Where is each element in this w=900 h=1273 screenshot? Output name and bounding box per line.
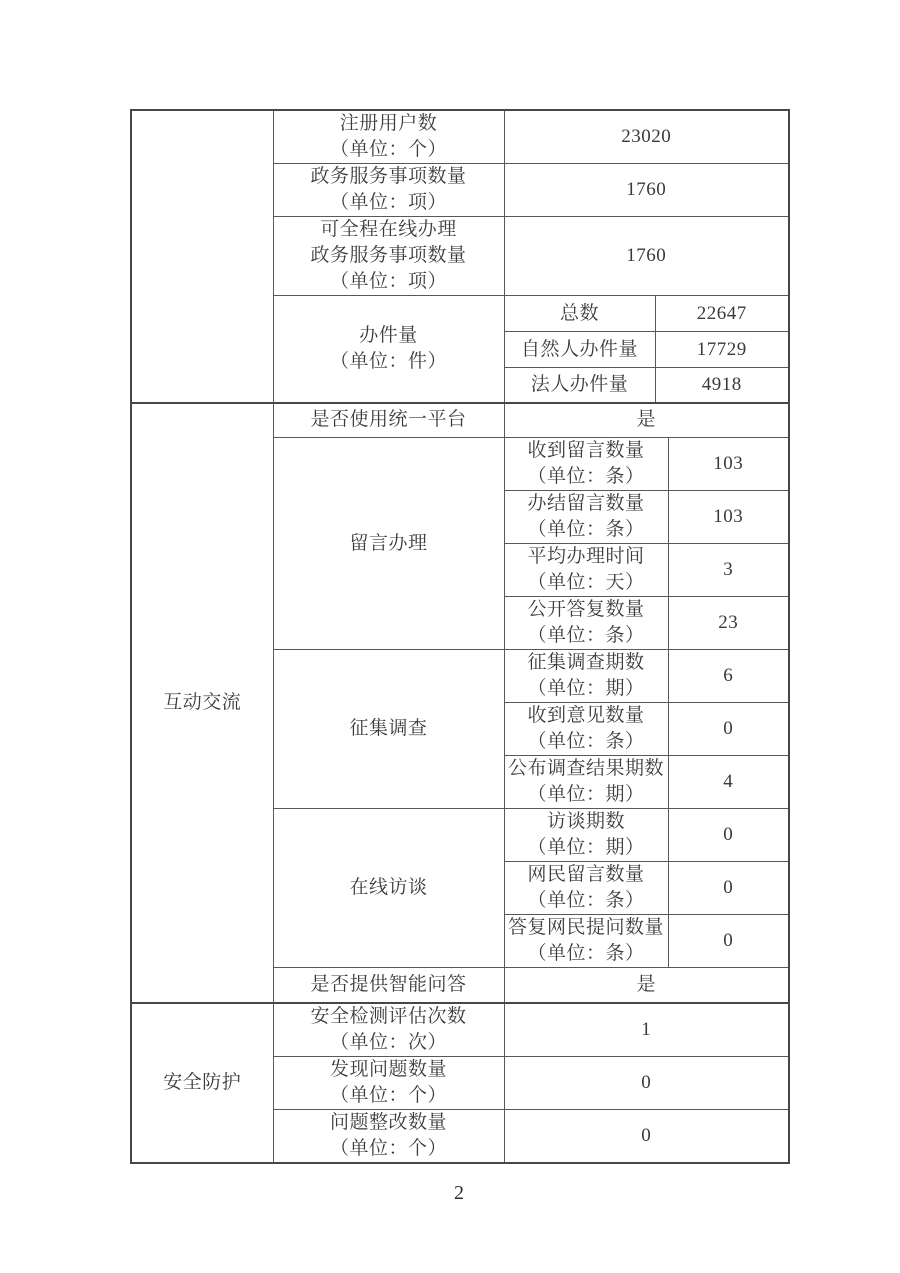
unit-text: （单位：条） [527,466,645,487]
cell-interview-group: 在线访谈 [273,809,504,968]
label-text: 收到留言数量 [527,440,645,461]
unit-text: （单位：次） [329,1031,447,1053]
cell-messages-received-label [504,438,668,491]
cell-smart-qa-value: 是 [504,968,789,1003]
unit-text: （单位：项） [329,271,447,292]
label-text: 注册用户数 [339,113,438,134]
label-text: 安全检测评估次数 [310,1005,467,1027]
unit-text: （单位：天） [527,572,645,593]
label-text: 征集调查期数 [527,652,645,673]
label-text: 问题整改数量 [329,1111,447,1133]
unit-text: （单位：期） [527,678,645,699]
unit-text: （单位：条） [527,943,645,964]
label-text: 收到意见数量 [527,705,645,726]
label-text: 网民留言数量 [527,864,645,885]
cell-case-total-label: 总数 [504,296,655,332]
cell-online-full-process-value: 1760 [504,217,789,296]
cell-case-natural-label: 自然人办件量 [504,332,655,368]
cell-registered-users-value: 23020 [504,110,789,164]
cell-security-assessments-value: 1 [504,1003,789,1057]
cell-unified-platform-value: 是 [504,403,789,438]
unit-text: （单位：项） [329,192,447,213]
label-text: 办件量 [359,324,418,346]
cell-problems-fixed-label [273,1109,504,1163]
cell-case-legal-value: 4918 [655,368,789,403]
cell-netizen-messages-value: 0 [668,862,789,915]
cell-messages-completed-label [504,491,668,544]
unit-text: （单位：条） [527,519,645,540]
cell-online-full-process-label [273,217,504,296]
cell-opinions-received-label [504,703,668,756]
unit-text: （单位：个） [329,1084,447,1106]
label-text: 政务服务事项数量 [310,245,467,266]
cell-survey-results-label [504,756,668,809]
cell-messages-received-value: 103 [668,438,789,491]
label-text: 办结留言数量 [527,493,645,514]
cell-case-volume-label [273,296,504,403]
unit-text: （单位：期） [527,837,645,858]
cell-security-assessments-label [273,1003,504,1057]
cell-survey-periods-label [504,650,668,703]
cell-smart-qa-label: 是否提供智能问答 [273,968,504,1003]
cell-netizen-messages-label [504,862,668,915]
cell-problems-found-label [273,1056,504,1109]
cell-avg-handling-time-label [504,544,668,597]
cell-avg-handling-time-value: 3 [668,544,789,597]
label-text: 答复网民提问数量 [507,917,664,938]
cell-service-items-label [273,164,504,217]
label-text: 平均办理时间 [527,546,645,567]
cell-service-items-value: 1760 [504,164,789,217]
label-text: 访谈期数 [546,811,625,832]
cell-questions-answered-value: 0 [668,915,789,968]
unit-text: （单位：条） [527,625,645,646]
unit-text: （单位：条） [527,890,645,911]
label-text: 可全程在线办理 [320,219,457,240]
cell-opinions-received-value: 0 [668,703,789,756]
cell-category-interaction: 互动交流 [131,403,273,1003]
cell-public-replies-value: 23 [668,597,789,650]
label-text: 政务服务事项数量 [310,166,467,187]
cell-interview-periods-value: 0 [668,809,789,862]
cell-category-security: 安全防护 [131,1003,273,1163]
cell-public-replies-label [504,597,668,650]
label-text: 公布调查结果期数 [507,758,664,779]
cell-unified-platform-label: 是否使用统一平台 [273,403,504,438]
cell-problems-fixed-value: 0 [504,1109,789,1163]
cell-questions-answered-label [504,915,668,968]
page-number: 2 [454,1182,464,1204]
report-table [130,109,790,1164]
label-text: 公开答复数量 [527,599,645,620]
cell-survey-results-value: 4 [668,756,789,809]
cell-message-handling-group: 留言办理 [273,438,504,650]
cell-messages-completed-value: 103 [668,491,789,544]
cell-registered-users-label [273,110,504,164]
unit-text: （单位：件） [329,350,447,372]
unit-text: （单位：条） [527,731,645,752]
cell-category-blank [131,110,273,403]
cell-problems-found-value: 0 [504,1056,789,1109]
unit-text: （单位：个） [329,1137,447,1159]
label-text: 发现问题数量 [329,1058,447,1080]
cell-survey-periods-value: 6 [668,650,789,703]
cell-survey-group: 征集调查 [273,650,504,809]
unit-text: （单位：个） [329,139,447,160]
cell-interview-periods-label [504,809,668,862]
cell-case-total-value: 22647 [655,296,789,332]
cell-case-natural-value: 17729 [655,332,789,368]
cell-case-legal-label: 法人办件量 [504,368,655,403]
unit-text: （单位：期） [527,784,645,805]
